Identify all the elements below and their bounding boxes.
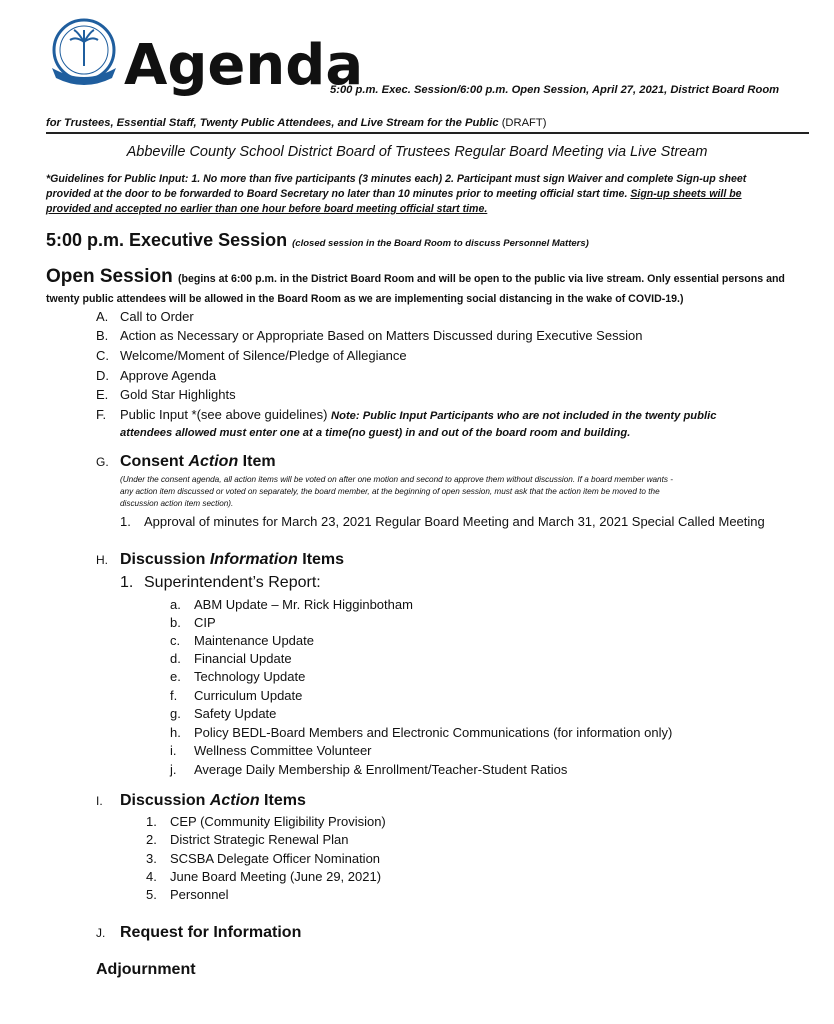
meeting-title: Abbeville County School District Board of Trustees Regular Board Meeting via Live Stream [126,144,708,160]
list-item: B. Action as Necessary or Appropriate Based on Matters Discussed during Executive Session [96,328,643,343]
list-item: E. Gold Star Highlights [96,387,236,402]
open-heading-text: Open Session [46,266,173,287]
list-item: h. Policy BEDL-Board Members and Electronic Communications (for information only) [170,725,673,740]
meeting-time-place: 5:00 p.m. Exec. Session/6:00 p.m. Open Session, April 27, 2021, District Board Room [330,84,780,96]
public-input-note: Note: Public Input Participants who are not included in the twenty public [331,410,717,422]
guidelines-line-1: *Guidelines for Public Input: 1. No more than five participants (3 minutes each) 2. Participant must sign Waiver and complete Sign-up sheet [46,173,747,185]
header-divider [46,132,809,134]
list-item: g. Safety Update [170,706,277,721]
list-item: 1. Approval of minutes for March 23, 2021 Regular Board Meeting and March 31, 2021 Special Called Meeting [120,514,765,529]
superintendent-report: 1. Superintendent’s Report: [120,574,321,591]
list-item: i. Wellness Committee Volunteer [170,743,372,758]
consent-note-2: any action item discussed or voted on separately, the board member, at the beginning of open session, must ask that the action item be moved to the [120,487,660,496]
guidelines-underlined-a: Sign-up sheets will be [630,188,742,200]
consent-heading: G. Consent Action Item [96,453,276,470]
list-item: b. CIP [170,615,216,630]
consent-note-1: (Under the consent agenda, all action items will be voted on after one motion and second to approve them without discussion. If a board member wants - [120,475,673,484]
list-item: D. Approve Agenda [96,368,217,383]
request-heading: J. Request for Information [96,924,302,941]
guidelines-line-3: provided and accepted no earlier than one hour before board meeting official start time. [46,203,488,215]
consent-note-3: discussion action item section). [120,499,234,508]
guidelines-text: provided at the door to be forwarded to Board Secretary no later than 10 minutes prior to meeting official start time. [46,188,631,200]
list-item: a. ABM Update – Mr. Rick Higginbotham [170,597,413,612]
public-input-note-2: attendees allowed must enter one at a time(no guest) in and out of the board room and building. [120,427,631,439]
list-item: 3. SCSBA Delegate Officer Nomination [146,851,381,866]
list-item: e. Technology Update [170,669,306,684]
list-item: 1. CEP (Community Eligibility Provision) [146,814,386,829]
list-item: F. Public Input *(see above guidelines) Note: Public Input Participants who are not included in the twenty public [96,407,717,422]
draft-label: (DRAFT) [501,117,547,129]
district-seal-logo [46,16,122,92]
list-item: 5. Personnel [146,887,229,902]
open-note: (begins at 6:00 p.m. in the District Board Room and will be open to the public via live stream. Only essential persons and [177,273,785,285]
open-session-heading [46,266,785,288]
exec-heading-text: 5:00 p.m. Executive Session [46,230,288,250]
guidelines-line-2 [46,188,742,200]
list-item: j. Average Daily Membership & Enrollment/Teacher-Student Ratios [170,762,568,777]
list-item: A. Call to Order [96,309,194,324]
executive-session-heading [46,230,589,251]
open-note-line-2: twenty public attendees will be allowed in the Board Room as we are implementing social distancing in the wake of COVID-19.) [46,293,684,305]
list-item: 4. June Board Meeting (June 29, 2021) [146,869,382,884]
list-item: 2. District Strategic Renewal Plan [146,832,349,847]
list-item: C. Welcome/Moment of Silence/Pledge of Allegiance [96,348,407,363]
list-item: d. Financial Update [170,651,292,666]
page-title: Agenda [124,33,364,98]
discussion-action-heading: I. Discussion Action Items [96,792,306,809]
exec-note: (closed session in the Board Room to discuss Personnel Matters) [292,238,589,249]
adjournment-heading: Adjournment [96,961,196,978]
list-item: c. Maintenance Update [170,633,314,648]
discussion-info-heading: H. Discussion Information Items [96,551,345,568]
list-item: f. Curriculum Update [170,688,303,703]
attendance-line [46,117,546,129]
attendance-text: for Trustees, Essential Staff, Twenty Public Attendees, and Live Stream for the Public [46,117,499,129]
